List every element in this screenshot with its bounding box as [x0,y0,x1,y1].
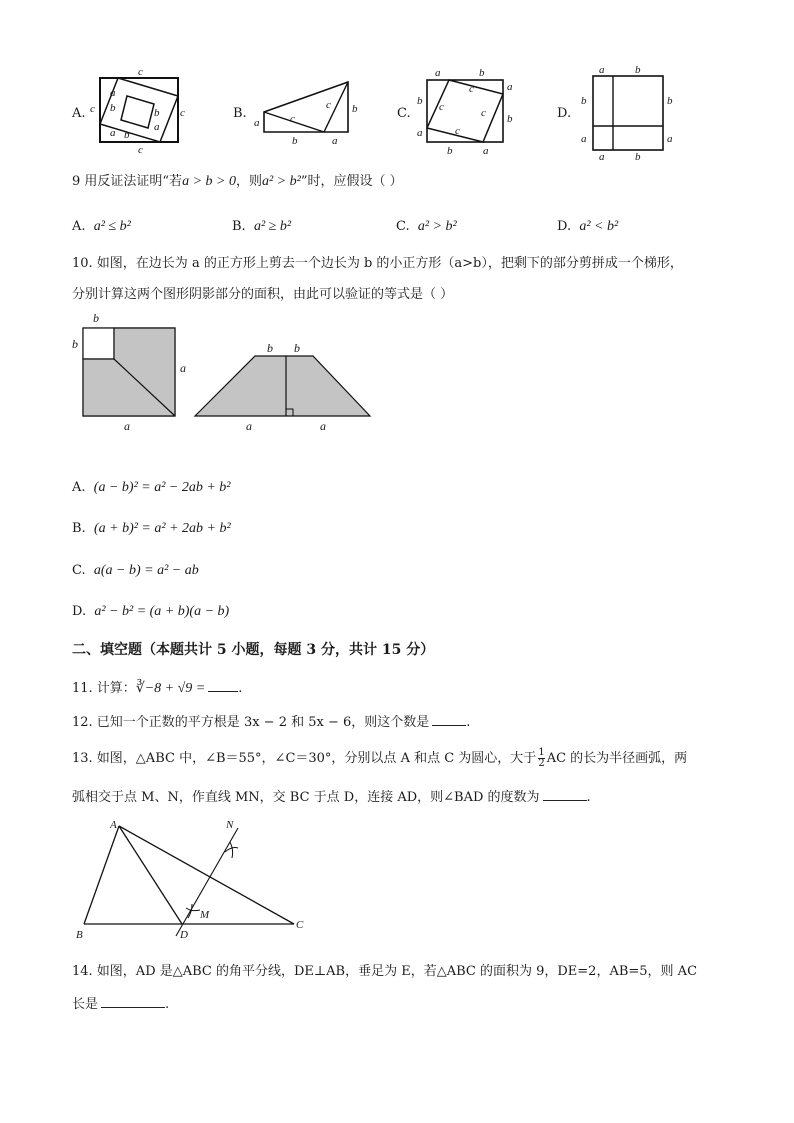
q9-stem-prefix: 9 用反证法证明“若 [72,174,183,189]
q9-option-b-letter: B. [232,219,246,234]
q8c-label-a-left: a [417,127,423,139]
q10-fig-label-a-trap-right: a [320,419,326,433]
q12-answer-blank[interactable] [432,711,466,726]
q10-stem-line-1: 10. 如图，在边长为 a 的正方形上剪去一个边长为 b 的小正方形（a>b），把剩下的部分剪拼成一个梯形， [72,256,683,271]
q10-fig-label-a-trap-left: a [246,419,252,433]
q13-fraction [538,748,544,769]
q10-fig-label-b-trap-left: b [267,341,273,355]
q8-figure-a [88,66,188,156]
q10-fig-label-b-top: b [93,311,99,325]
q10-figure [64,308,384,436]
q8c-label-c1: c [469,83,474,95]
q9-option-b-expr: a² ≥ b² [253,219,292,234]
q13-line-1-end: AC 的长为半径画弧，两 [546,751,688,766]
q8a-label-b1: b [110,102,116,114]
q8-option-d-letter: D. [557,106,572,121]
q8-figure-d [575,62,685,160]
q9-option-a-letter: A. [72,219,86,234]
q8-option-c-letter: C. [397,106,411,121]
q13-line-2-text: 弧相交于点 M、N，作直线 MN，交 BC 于点 D，连接 AD，则∠BAD 的度数为 [72,790,540,805]
q13-fig-label-a: A [110,819,117,831]
q13-figure [70,814,320,944]
q9-option-d[interactable] [557,217,618,237]
q10-option-c[interactable] [72,561,199,581]
q8c-label-b-right: b [507,113,513,125]
q9-option-c[interactable] [396,217,457,237]
q8d-label-b-top: b [635,64,641,76]
q8-option-a-letter: A. [72,106,86,121]
q9-option-a-expr: a² ≤ b² [93,219,131,234]
q14-line-2 [72,993,169,1015]
q12 [72,711,470,733]
q13-fig-label-n: N [226,819,234,831]
q14-line-1: 14. 如图，AD 是△ABC 的角平分线，DE⊥AB，垂足为 E，若△ABC 的面积为 9，DE=2，AB=5，则 AC [72,964,698,979]
q9-condition-1: a > b > 0 [182,174,236,189]
q8c-label-a-top: a [435,67,441,79]
q11-prefix: 11. 计算： [72,681,136,696]
q14-line-2-end: . [165,997,170,1012]
q8b-label-c2: c [326,99,331,111]
q10-option-b[interactable] [72,519,231,539]
section-2-title: 二、填空题（本题共计 5 小题，每题 3 分，共计 15 分） [72,642,435,658]
q12-suffix: . [466,715,471,730]
q10-option-a-letter: A. [72,480,86,495]
q8a-label-b2: b [124,129,130,141]
q13-line-1-text: 13. 如图，△ABC 中，∠B＝55°，∠C＝30°，分别以点 A 和点 C 为圆心，大于 [72,751,537,766]
q8d-label-b-left: b [581,95,587,107]
q13-fig-label-b: B [76,929,83,941]
q13-line-2-end: . [586,790,591,805]
q8b-label-a-left: a [254,117,260,129]
q9-stem-suffix: ”时，应假设（ ） [300,174,403,189]
q8c-label-b-top: b [479,67,485,79]
q13-fraction-denominator: 2 [538,758,545,769]
q10-option-c-expr: a(a − b) = a² − ab [93,563,199,578]
q8a-label-a1: a [110,87,116,99]
q8a-label-a2: a [110,127,116,139]
q8d-label-a-top: a [599,64,605,76]
q9-option-a[interactable] [72,217,131,237]
q8c-label-c2: c [439,101,444,113]
q8c-label-c3: c [481,107,486,119]
q8a-label-c-left: c [90,103,95,115]
q12-text: 12. 已知一个正数的平方根是 3x − 2 和 5x − 6，则这个数是 [72,715,430,730]
q10-option-a-expr: (a − b)² = a² − 2ab + b² [93,480,231,495]
q8a-label-c-bottom: c [138,144,143,156]
q9-option-d-letter: D. [557,219,572,234]
q9-option-d-expr: a² < b² [579,219,619,234]
q11-expr: ∛−8 + √9 = [135,681,206,696]
q13-fig-label-c: C [296,919,304,931]
q8b-label-c1: c [290,113,295,125]
q13-fraction-numerator: 1 [538,747,545,758]
q8d-label-b-bottom: b [635,151,641,160]
q9-option-c-expr: a² > b² [417,219,457,234]
q8d-label-a-bottom: a [599,151,605,160]
q10-option-c-letter: C. [72,563,86,578]
q8d-label-a-left: a [581,133,587,145]
q13-answer-blank[interactable] [543,786,587,801]
q8c-label-a-right: a [507,81,513,93]
q10-fig-label-a-right: a [180,361,186,375]
q10-option-b-expr: (a + b)² = a² + 2ab + b² [93,521,231,536]
q8c-label-b-bottom: b [447,145,453,156]
q9-option-b[interactable] [232,217,291,237]
q10-option-d[interactable] [72,602,229,622]
q8c-label-b-left: b [417,95,423,107]
q10-option-d-letter: D. [72,604,87,619]
q10-fig-label-b-left: b [72,337,78,351]
q8a-label-c-top: c [138,66,143,78]
q10-option-b-letter: B. [72,521,86,536]
q8d-label-a-right: a [667,133,673,145]
q8b-label-a-bottom: a [332,135,338,147]
q8c-label-a-bottom: a [483,145,489,156]
q8b-label-b-bottom: b [292,135,298,147]
q10-fig-label-a-bottom: a [124,419,130,433]
q14-answer-blank[interactable] [101,993,165,1008]
q13-line-1 [72,748,687,769]
q8c-label-c4: c [455,125,460,137]
q8-figure-c [413,64,513,156]
q13-fig-label-d: D [180,929,188,941]
q9-stem-mid: ，则 [235,174,262,189]
q8d-label-b-right: b [667,95,673,107]
q8b-label-b-right: b [352,103,358,115]
q8a-label-c-right: c [180,107,185,119]
q10-option-d-expr: a² − b² = (a + b)(a − b) [94,604,230,619]
q10-option-a[interactable] [72,478,231,498]
q13-line-2 [72,786,591,808]
q10-fig-label-b-trap-right: b [294,341,300,355]
q14-line-2-text: 长是 [72,997,99,1012]
q13-fig-label-m: M [200,909,210,921]
q8a-label-b3: b [154,107,160,119]
q9-condition-2: a² > b² [261,174,301,189]
q8-option-b-letter: B. [233,106,247,121]
q11-suffix: . [238,681,243,696]
q11 [72,677,242,699]
q10-stem-line-2: 分别计算这两个图形阴影部分的面积，由此可以验证的等式是（ ） [72,287,454,302]
q9-stem [72,172,403,192]
q8-figure-b [250,72,365,152]
q8a-label-a3: a [154,121,160,133]
q11-answer-blank[interactable] [208,677,238,692]
q9-option-c-letter: C. [396,219,410,234]
